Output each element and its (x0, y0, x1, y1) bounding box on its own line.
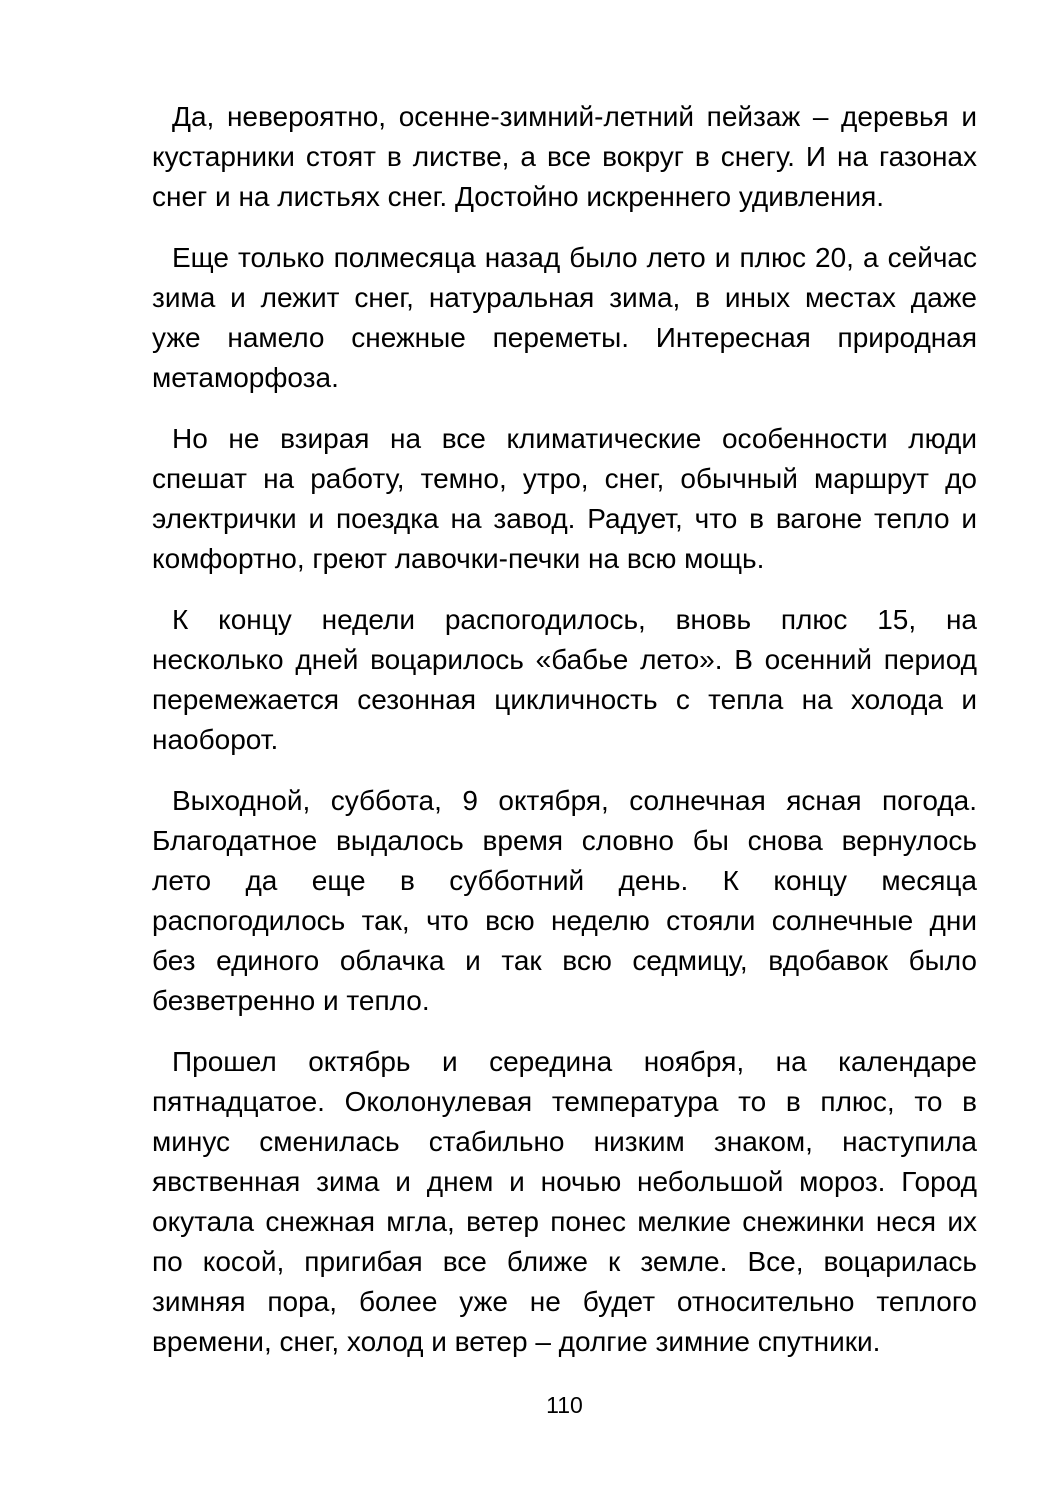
text-line: электрички и поездка на завод. Радует, что в вагоне тепло и (152, 503, 977, 534)
text-line: Прошел октябрь и середина ноября, на календаре (172, 1046, 977, 1077)
text-line: К концу недели распогодилось, вновь плюс 15, на (172, 604, 977, 635)
paragraph (152, 419, 977, 579)
paragraph (152, 1042, 977, 1362)
text-line: зимняя пора, более уже не будет относительно теплого (152, 1286, 977, 1317)
paragraph (152, 600, 977, 760)
text-line: Благодатное выдалось время словно бы снова вернулось (152, 825, 977, 856)
text-line: Еще только полмесяца назад было лето и плюс 20, а сейчас (172, 242, 977, 273)
text-line: наоборот. (152, 724, 279, 755)
text-line: спешат на работу, темно, утро, снег, обычный маршрут до (152, 463, 977, 494)
text-line: распогодилось так, что всю неделю стояли солнечные дни (152, 905, 977, 936)
text-line: Да, невероятно, осенне-зимний-летний пейзаж – деревья и (172, 101, 977, 132)
text-line: без единого облачка и так всю седмицу, вдобавок было (152, 945, 977, 976)
text-line: уже намело снежные переметы. Интересная природная (152, 322, 977, 353)
text-line: комфортно, греют лавочки-печки на всю мощь. (152, 543, 765, 574)
text-line: Выходной, суббота, 9 октября, солнечная ясная погода. (172, 785, 977, 816)
text-line: безветренно и тепло. (152, 985, 430, 1016)
text-line: минус сменилась стабильно низким знаком, наступила (152, 1126, 977, 1157)
text-line: окутала снежная мгла, ветер понес мелкие снежинки неся их (152, 1206, 977, 1237)
text-line: пятнадцатое. Околонулевая температура то в плюс, то в (152, 1086, 977, 1117)
text-line: по косой, пригибая все ближе к земле. Все, воцарилась (152, 1246, 977, 1277)
text-line: кустарники стоят в листве, а все вокруг в снегу. И на газонах (152, 141, 977, 172)
text-line: лето да еще в субботний день. К концу месяца (152, 865, 977, 896)
text-line: несколько дней воцарилось «бабье лето». В осенний период (152, 644, 977, 675)
text-line: перемежается сезонная цикличность с тепла на холода и (152, 684, 977, 715)
page-text (152, 97, 977, 1383)
paragraph (152, 781, 977, 1021)
text-line: явственная зима и днем и ночью небольшой мороз. Город (152, 1166, 977, 1197)
paragraph (152, 97, 977, 217)
text-line: снег и на листьях снег. Достойно искреннего удивления. (152, 181, 885, 212)
text-line: Но не взирая на все климатические особенности люди (172, 423, 977, 454)
text-line: времени, снег, холод и ветер – долгие зимние спутники. (152, 1326, 881, 1357)
text-line: зима и лежит снег, натуральная зима, в иных местах даже (152, 282, 977, 313)
page-number: 110 (546, 1392, 583, 1418)
text-line: метаморфоза. (152, 362, 339, 393)
paragraph (152, 238, 977, 398)
